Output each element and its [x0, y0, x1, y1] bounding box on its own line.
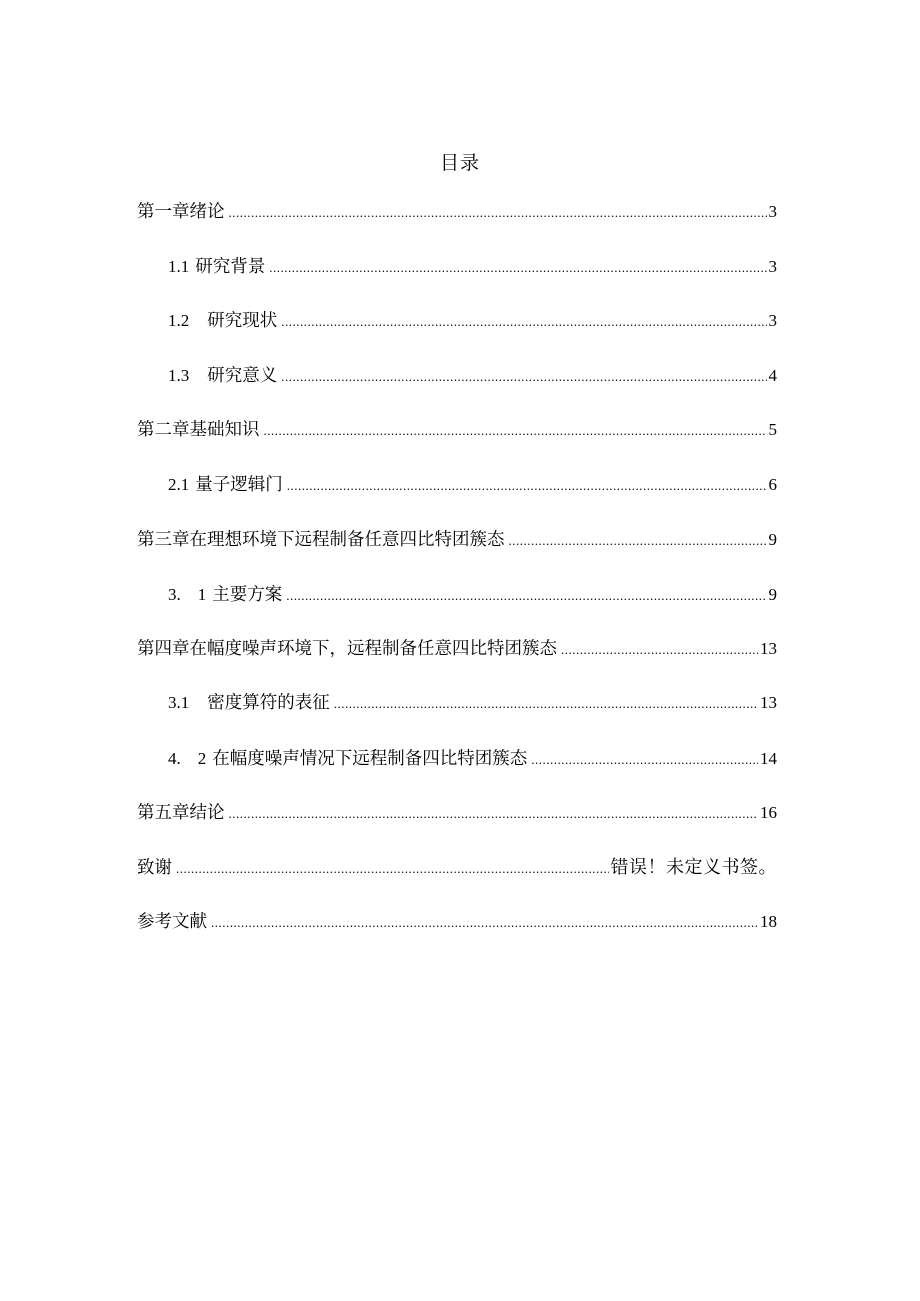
toc-entry-text: 在幅度噪声情况下远程制备四比特团簇态: [212, 748, 528, 769]
table-of-contents: [137, 198, 777, 962]
toc-entry-number: 1.1: [168, 256, 190, 276]
toc-entry[interactable]: [137, 416, 777, 471]
toc-leader-dots: [264, 423, 767, 439]
toc-leader-dots: [281, 369, 766, 385]
toc-entry[interactable]: [137, 744, 777, 799]
toc-leader-dots: [269, 260, 766, 276]
toc-entry-page: 14: [760, 748, 777, 768]
toc-entry-page-error: 错误！未定义书签。: [610, 857, 777, 879]
toc-entry[interactable]: [137, 908, 777, 963]
toc-entry-page: 13: [760, 638, 777, 658]
toc-leader-dots: [531, 752, 758, 768]
toc-entry-text: 主要方案: [212, 585, 283, 606]
toc-entry-text: 第一章绪论: [137, 202, 225, 222]
toc-leader-dots: [334, 696, 758, 712]
toc-entry-text: 研究背景: [195, 256, 266, 277]
toc-entry-page: 13: [760, 693, 777, 713]
toc-entry-page: 5: [768, 420, 777, 440]
toc-entry-number: 2.1: [168, 474, 190, 494]
toc-entry[interactable]: [137, 526, 777, 581]
toc-entry-text: 致谢: [137, 858, 172, 879]
toc-entry-text: 参考文献: [137, 911, 207, 932]
toc-leader-dots: [211, 915, 758, 931]
toc-leader-dots: [281, 314, 766, 330]
toc-entry-text: 第二章基础知识: [137, 420, 260, 441]
toc-entry-page: 3: [768, 256, 777, 276]
toc-leader-dots: [287, 478, 767, 494]
toc-entry[interactable]: [137, 580, 777, 635]
toc-entry[interactable]: [137, 307, 777, 362]
toc-entry-page: 9: [768, 585, 777, 605]
toc-leader-dots: [561, 642, 758, 658]
toc-entry-text: 第五章结论: [137, 802, 225, 823]
toc-leader-dots: [176, 861, 609, 877]
toc-entry-text: 研究意义: [207, 365, 278, 386]
toc-title: 目录: [439, 152, 480, 174]
toc-entry[interactable]: [137, 689, 777, 744]
toc-entry-text: 第四章在幅度噪声环境下，远程制备任意四比特团簇态: [137, 638, 557, 659]
toc-entry-page: 16: [760, 802, 777, 822]
toc-leader-dots: [286, 588, 766, 604]
toc-entry-page: 4: [768, 365, 777, 385]
toc-leader-dots: [509, 533, 767, 549]
toc-entry-page: 3: [768, 311, 777, 331]
toc-entry-number: 1.3: [168, 365, 190, 385]
toc-entry[interactable]: [137, 635, 777, 690]
toc-entry-number: 3. 1: [168, 585, 207, 605]
toc-leader-dots: [229, 806, 759, 822]
toc-entry[interactable]: [137, 253, 777, 308]
toc-entry-page: 9: [768, 529, 777, 549]
toc-entry-text: 研究现状: [207, 311, 278, 332]
toc-entry-number: 4. 2: [168, 748, 207, 768]
toc-entry[interactable]: [137, 362, 777, 417]
toc-entry[interactable]: [137, 471, 777, 526]
toc-entry[interactable]: [137, 853, 777, 908]
toc-entry-page: 6: [768, 474, 777, 494]
toc-entry-text: 密度算符的表征: [207, 693, 330, 714]
toc-entry-text: 第三章在理想环境下远程制备任意四比特团簇态: [137, 529, 505, 550]
toc-entry-number: 3.1: [168, 693, 190, 713]
toc-entry-page: 3: [768, 202, 777, 221]
toc-entry-number: 1.2: [168, 311, 190, 331]
toc-entry-page: 18: [760, 911, 777, 931]
toc-entry-text: 量子逻辑门: [195, 474, 283, 495]
toc-entry[interactable]: [137, 198, 777, 253]
toc-leader-dots: [229, 205, 767, 221]
toc-entry[interactable]: [137, 799, 777, 854]
